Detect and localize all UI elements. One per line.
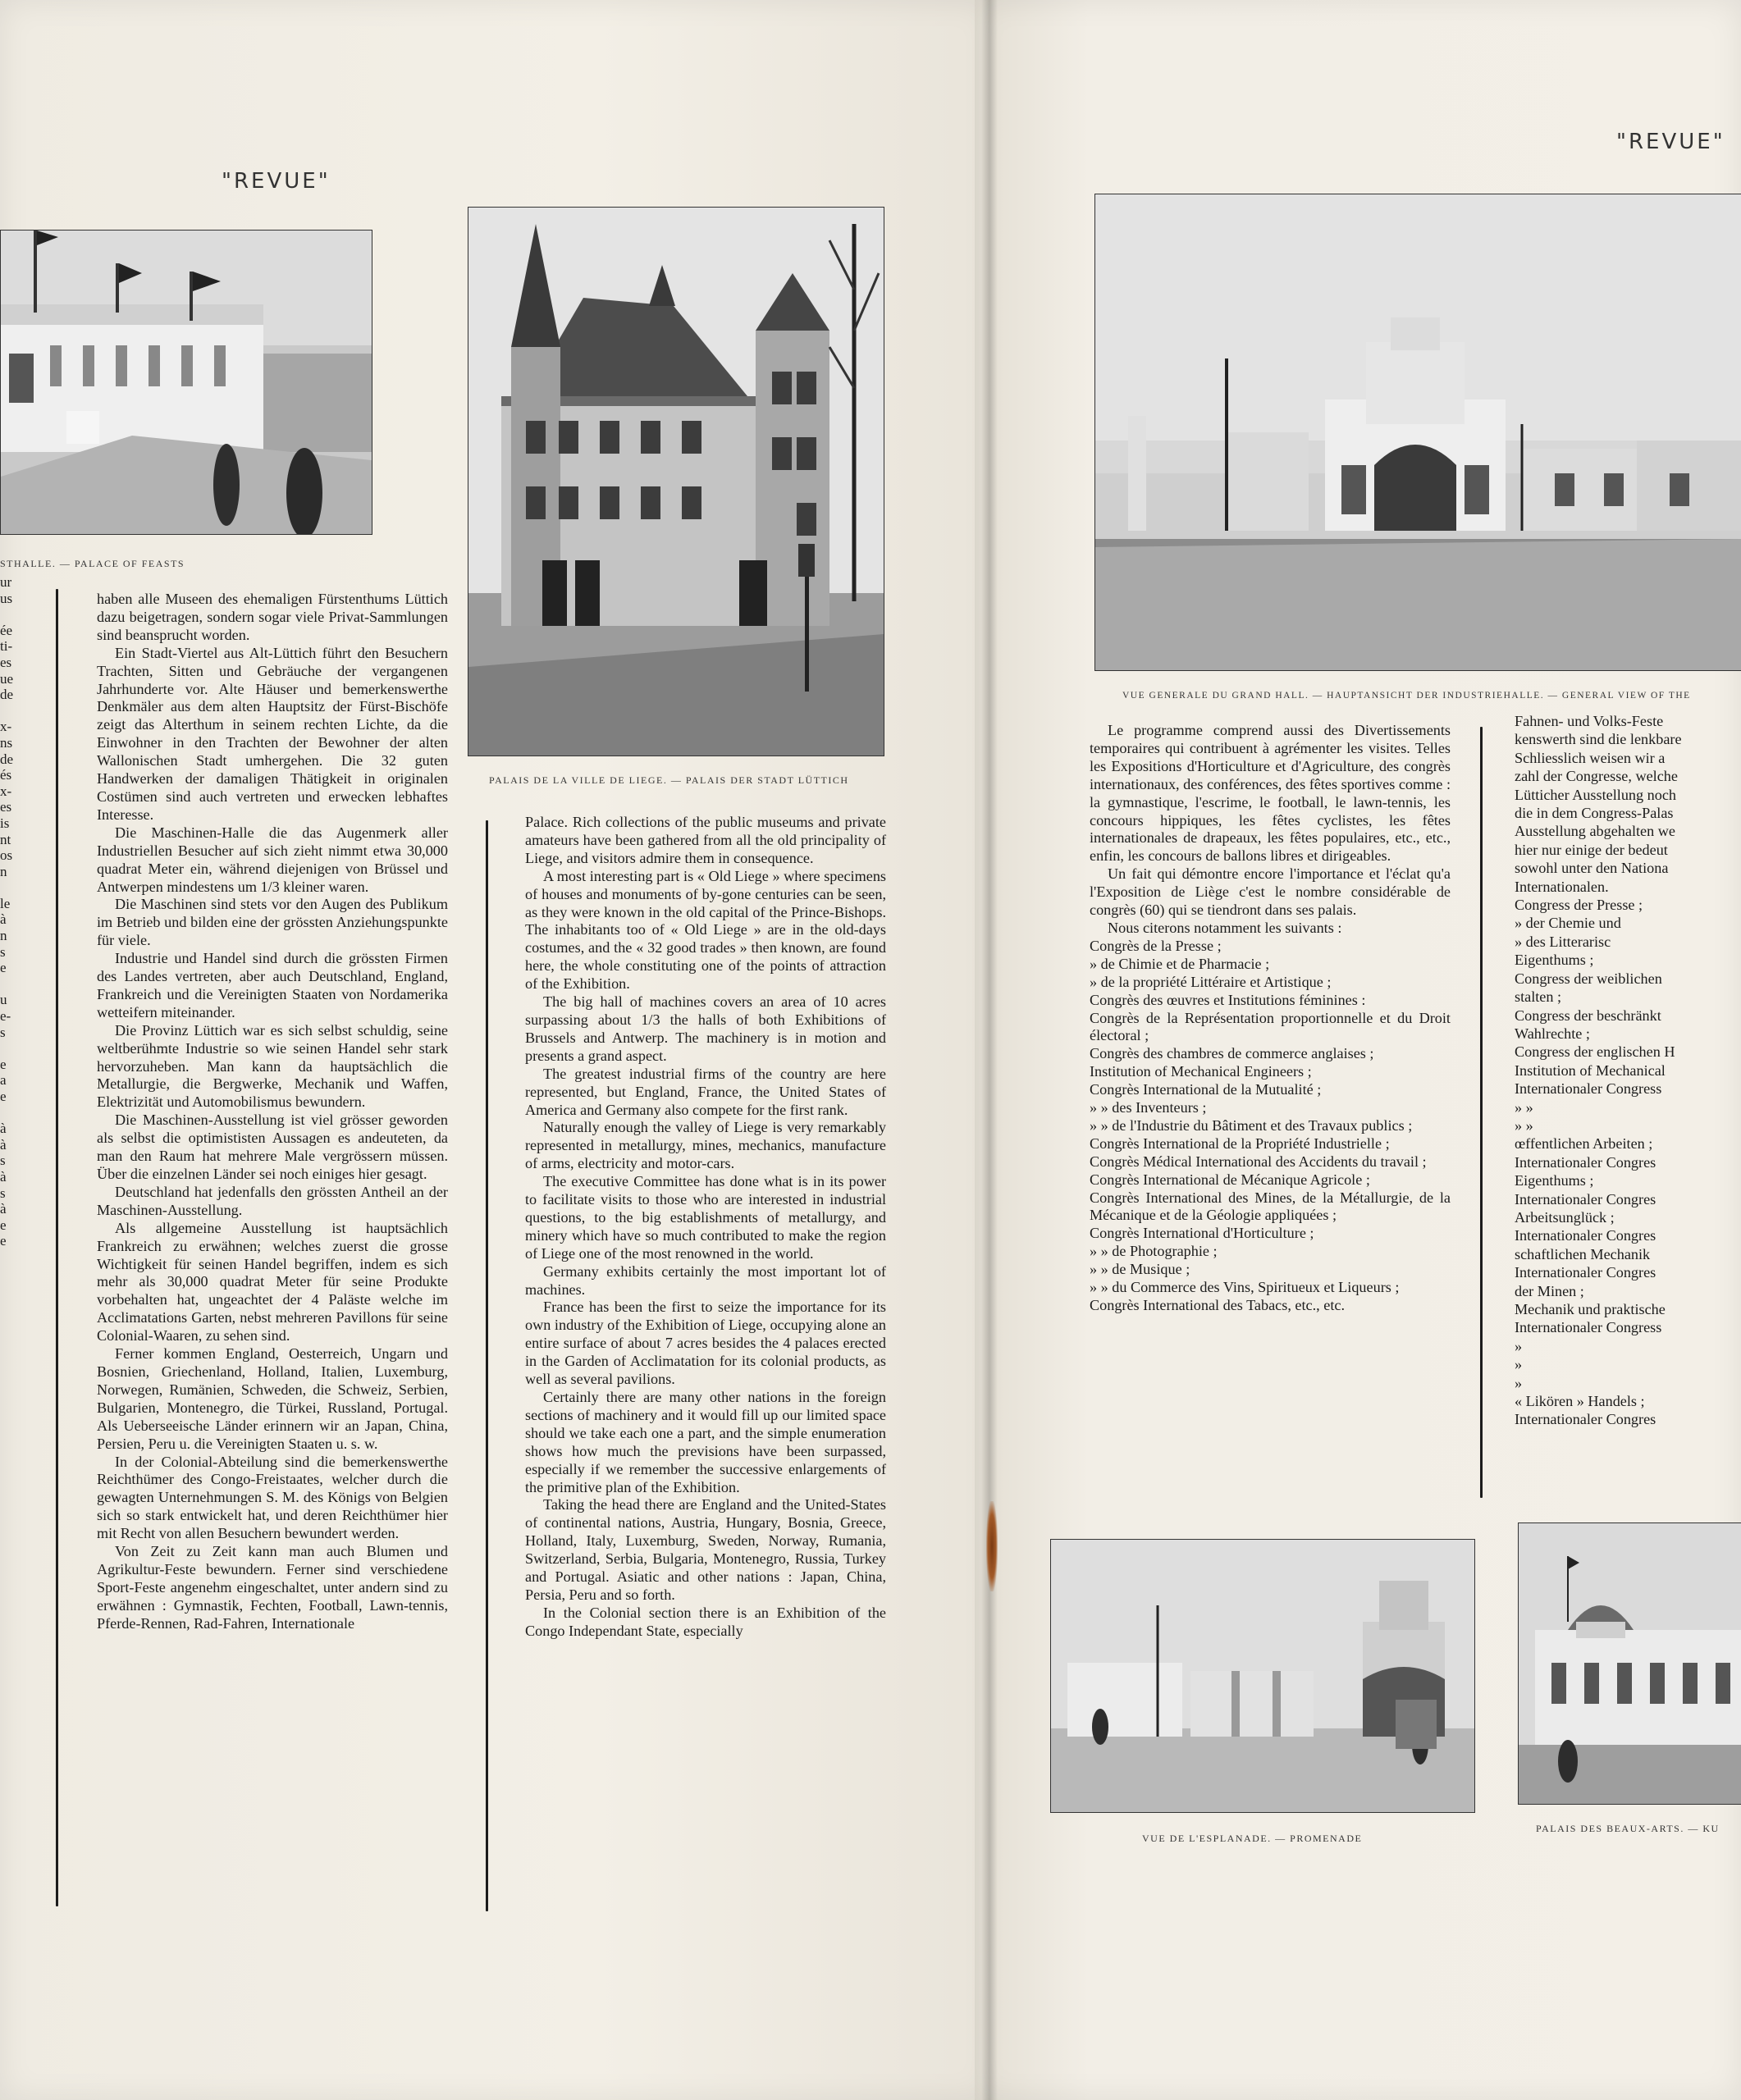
edge-line: us (0, 590, 13, 606)
french-column (1090, 722, 1451, 1315)
german-column (97, 591, 448, 1633)
german-edge-line: Eigenthums ; (1515, 952, 1594, 969)
congress-list-item: » de la propriété Littéraire et Artistique ; (1090, 973, 1332, 990)
congress-list-item: » » du Commerce des Vins, Spiritueux et Liqueurs ; (1090, 1279, 1400, 1296)
german-paragraph: Die Maschinen-Halle die das Augenmerk aller Industriellen Besucher auf sich zieht nimmt etwa 30,000 quadrat Meter ein, während diejenigen von Brüssel und Antwerpen mindestens um 1/3 kleiner waren. (97, 824, 448, 895)
english-paragraph: Taking the head there are England and the United-States of continental nations, Austria, Hungary, Bosnia, Greece, Holland, Italy, Luxemburg, Sweden, Norway, Rumania, Switzerland, Serbia, Bulgaria, Montenegro, Russia, Turkey and Portugal. Asiatic and other nations : Japan, China, Persia, Peru and so forth. (525, 1496, 886, 1603)
edge-line: s (0, 1153, 6, 1169)
edge-line: à (0, 1136, 7, 1153)
english-paragraph: The executive Committee has done what is in its power to facilitate visits to those who are interested in industrial questions, to the big establishments of metallurgy, and minery which have so much contributed to make the region of Liege one of the most renowned in the world. (525, 1173, 886, 1262)
column-rule-right (1480, 727, 1483, 1498)
german-paragraph: Industrie und Handel sind durch die grössten Firmen des Landes vertreten, aber auch Deutschland, England, Frankreich und die Vereinigten Staaten von Nordamerika wetteifern miteinander. (97, 950, 448, 1020)
edge-line: és (0, 767, 12, 783)
edge-line: à (0, 911, 7, 928)
congress-list-item: Congrès International de la Mutualité ; (1090, 1081, 1322, 1098)
edge-line (0, 703, 18, 719)
german-edge-line: Ausstellung abgehalten we (1515, 823, 1675, 840)
german-edge-line: schaftlichen Mechanik (1515, 1245, 1651, 1262)
french-paragraph: Un fait qui démontre encore l'importance et l'éclat qu'a l'Exposition de Liège c'est le nombre considérable de congrès (60) qui se tiendront dans ses palais. (1090, 865, 1451, 919)
congress-list-item: » » de Musique ; (1090, 1261, 1190, 1278)
congress-list (1090, 938, 1451, 1315)
german-edge-line: der Minen ; (1515, 1282, 1584, 1299)
german-edge-line: » » (1515, 1116, 1533, 1134)
edge-line: x- (0, 719, 12, 735)
german-edge-line: Internationaler Congres (1515, 1264, 1656, 1281)
edge-line: e (0, 960, 7, 976)
caption-grand-hall: VUE GENERALE DU GRAND HALL. — HAUPTANSICHT DER INDUSTRIEHALLE. — GENERAL VIEW OF THE (1122, 691, 1691, 701)
right-header: "REVUE" (1616, 130, 1725, 154)
congress-list-item: Congrès International d'Horticulture ; (1090, 1225, 1314, 1242)
german-edge-line: Internationaler Congres (1515, 1153, 1656, 1171)
edge-line: u (0, 992, 7, 1008)
edge-line: ns (0, 734, 13, 751)
photo-palais-ville-de-liege (468, 207, 884, 756)
palace-of-feasts-image (1, 231, 372, 534)
german-edge-line: Internationaler Congres (1515, 1411, 1656, 1428)
german-edge-line: Internationaler Congres (1515, 1190, 1656, 1208)
left-header: "REVUE" (222, 169, 331, 194)
congress-list-item: » » de Photographie ; (1090, 1243, 1218, 1260)
edge-line: à (0, 1121, 7, 1137)
german-edge-line: zahl der Congresse, welche (1515, 768, 1678, 785)
german-paragraph: Von Zeit zu Zeit kann man auch Blumen und Agrikultur-Feste bewundern. Ferner sind verschiedene Sport-Feste angenehm eingeschaltet, unter andern sind zu erwähnen : Gymnastik, Fechten, Football, Lawn-tennis, Pferde-Rennen, Rad-Fahren, Internationale (97, 1543, 448, 1632)
edge-line: s (0, 1185, 6, 1201)
german-edge-line: Schliesslich weisen wir a (1515, 749, 1666, 766)
german-edge-line: die in dem Congress-Palas (1515, 805, 1674, 822)
edge-line: a (0, 1072, 7, 1089)
congress-list-item: » » des Inventeurs ; (1090, 1099, 1207, 1116)
english-paragraph: The big hall of machines covers an area of 10 acres surpassing about 1/3 the halls of both Exhibitions of Brussels and Antwerp. The machinery is in motion and presents a grand aspect. (525, 993, 886, 1064)
french-paragraph: Le programme comprend aussi des Divertissements temporaires qui contribuent à agrémenter les visites. Telles les Expositions d'Horticulture et d'Agriculture, des congrès internationaux, des conférences, des fêtes sportives comme : la gymnastique, l'escrime, le football, le lawn-tennis, les concours hippiques, les fêtes cyclistes, les fêtes internationales de drapeaux, les fêtes populaires, etc., etc., enfin, les concours de ballons libres et dirigeables. (1090, 722, 1451, 865)
edge-line: ée (0, 622, 13, 638)
german-edge-line: stalten ; (1515, 988, 1562, 1006)
german-edge-lines (1515, 712, 1741, 1429)
edge-line: e- (0, 1008, 11, 1025)
german-edge-line: kenswerth sind die lenkbare (1515, 731, 1682, 748)
photo-esplanade (1050, 1539, 1475, 1813)
edge-line: e (0, 1217, 7, 1233)
congress-list-item: Congrès International des Tabacs, etc., etc. (1090, 1297, 1345, 1313)
congress-list-item: Congrès International de Mécanique Agricole ; (1090, 1171, 1370, 1188)
caption-palace-of-feasts: STHALLE. — PALACE OF FEASTS (0, 558, 185, 569)
congress-list-item: Congrès International des Mines, de la Métallurgie, de la Mécanique et de la Géologie appliquées ; (1090, 1189, 1451, 1224)
caption-palais-ville-de-liege: PALAIS DE LA VILLE DE LIEGE. — PALAIS DER STADT LÜTTICH (489, 774, 849, 786)
german-paragraph: haben alle Museen des ehemaligen Fürstenthums Lüttich dazu beigetragen, sondern sogar viele Privat-Sammlungen sind beansprucht worden. (97, 591, 448, 643)
caption-esplanade: VUE DE L'ESPLANADE. — PROMENADE (1142, 1833, 1363, 1844)
edge-line: le (0, 895, 11, 911)
german-paragraph: Ferner kommen England, Oesterreich, Ungarn und Bosnien, Griechenland, Holland, Italien, Luxemburg, Norwegen, Rumänien, Schweden, die Schweiz, Serbien, Bulgarien, Montenegro, die Türkei, Russland, Portugal. Als Ueberseeische Länder erinnern wir an Japan, China, Persien, Peru u. die Vereinigten Staaten u. s. w. (97, 1345, 448, 1452)
german-edge-line: Internationalen. (1515, 878, 1609, 895)
edge-line: à (0, 1168, 7, 1185)
edge-line: s (0, 1024, 6, 1040)
congress-list-item: » » de l'Industrie du Bâtiment et des Travaux publics ; (1090, 1116, 1413, 1134)
edge-line: ue (0, 670, 14, 687)
edge-line (0, 606, 18, 623)
german-paragraph: Ein Stadt-Viertel aus Alt-Lüttich führt den Besuchern Trachten, Sitten und Gebräuche der vergangenen Jahrhunderte vor. Alte Häuser und bemerkenswerthe Denkmäler aus dem alten Hauptsitz der Fürst-Bischöfe zeigt das Alterthum in seinem rechten Lichte, da die Einwohner in den Trachten der Bewohner der alten Wallonischen Stadt umhergehen. Die 32 guten Handwerken der damaligen Thätigkeit in originalen Costümen sind auch vertreten und erwecken lebhaftes Interesse. (97, 644, 448, 823)
edge-line (0, 1105, 18, 1121)
german-edge-line: Arbeitsunglück ; (1515, 1208, 1615, 1226)
edge-line: de (0, 687, 14, 703)
german-edge-line: œffentlichen Arbeiten ; (1515, 1135, 1653, 1153)
german-edge-line: Lütticher Ausstellung noch (1515, 786, 1676, 803)
german-edge-line: Fahnen- und Volks-Feste (1515, 713, 1664, 729)
binding-stain (986, 1501, 998, 1591)
german-edge-line: » des Litterarisc (1515, 933, 1611, 950)
english-paragraph: A most interesting part is « Old Liege » where specimens of houses and monuments of by-gone centuries can be seen, as they were known in the old capital of the Prince-Bishops. The inhabitants too of « Old Liege » are in the old-days costumes, and the « 32 good trades » then known, are found here, the whole constituting one of the points of attraction of the Exhibition. (525, 867, 886, 993)
grand-hall-image (1095, 194, 1741, 670)
binding-gutter (981, 0, 998, 2100)
german-paragraph: Deutschland hat jedenfalls den grössten Antheil an der Maschinen-Ausstellung. (97, 1183, 448, 1218)
edge-line: n (0, 863, 7, 879)
esplanade-image (1051, 1540, 1474, 1812)
congress-list-item: Congrès des chambres de commerce anglaises ; (1090, 1045, 1374, 1062)
german-edge-line: Internationaler Congres (1515, 1227, 1656, 1244)
english-paragraph: Certainly there are many other nations in the foreign sections of machinery and it would fill up our limited space should we take each one a part, and the simple enumeration shows how much the previsions have been surpassed, especially if we remember the successive enlargements of the primitive plan of the Exhibition. (525, 1389, 886, 1495)
congress-list-item: Congrès de la Presse ; (1090, 937, 1222, 954)
congress-list-item: Institution of Mechanical Engineers ; (1090, 1063, 1312, 1080)
german-edge-line: » (1515, 1337, 1523, 1354)
english-paragraph: The greatest industrial firms of the country are here represented, but England, France, the United States of America and Germany also compete for the first rank. (525, 1065, 886, 1118)
german-edge-line: Congress der Presse ; (1515, 897, 1643, 914)
german-edge-line: Internationaler Congress (1515, 1319, 1662, 1336)
edge-line: es (0, 654, 12, 670)
german-edge-line: » (1515, 1374, 1523, 1391)
caption-beaux-arts: PALAIS DES BEAUX-ARTS. — KU (1536, 1823, 1720, 1834)
german-edge-line: Wahlrechte ; (1515, 1025, 1590, 1042)
edge-line: os (0, 847, 13, 864)
german-edge-line: Internationaler Congress (1515, 1080, 1662, 1098)
german-paragraph: Die Maschinen sind stets vor den Augen des Publikum im Betrieb und bilden eine der grössten Anziehungspunkte für viele. (97, 896, 448, 949)
congress-list-item: » de Chimie et de Pharmacie ; (1090, 955, 1270, 972)
german-edge-line: Congress der englischen H (1515, 1043, 1675, 1061)
edge-line: s (0, 943, 6, 960)
english-paragraph: France has been the first to seize the importance for its own industry of the Exhibition of Liege, occupying alone an entire surface of about 7 acres besides the 4 palaces erected in the Garden of Acclimatation for its colonial products, as well as several pavilions. (525, 1299, 886, 1388)
german-edge-line: « Likören » Handels ; (1515, 1393, 1645, 1410)
column-rule-middle (486, 820, 488, 1911)
german-paragraph: Die Provinz Lüttich war es sich selbst schuldig, seine weltberühmte Industrie so wie seinen Handel sehr stark hervorzuheben. Man kann da hauptsächlich die Metallurgie, die Bergwerke, Mechanik und Waffen, Elektrizität und Automobilismus bewundern. (97, 1021, 448, 1111)
german-paragraph: In der Colonial-Abteilung sind die bemerkenswerthe Reichthümer des Congo-Freistaates, welcher durch die gewagten Unternehmungen S. M. des Königs von Belgien sich so stark entwickelt hat, und deren Reichthümer hier mit Recht von allen Besuchern bewundert werden. (97, 1453, 448, 1542)
palais-ville-de-liege-image (468, 208, 884, 756)
edge-line: e (0, 1056, 7, 1072)
german-edge-line: » » (1515, 1098, 1533, 1116)
german-edge-line: Congress der weiblichen (1515, 970, 1662, 987)
right-page (975, 0, 1741, 2100)
french-paragraph: Nous citerons notamment les suivants : (1108, 919, 1342, 936)
edge-line: ti- (0, 638, 13, 655)
edge-line: is (0, 815, 10, 831)
congress-list-item: Congrès des œuvres et Institutions féminines : (1090, 991, 1366, 1008)
edge-line (0, 1040, 18, 1057)
beaux-arts-image (1519, 1523, 1741, 1804)
edge-line: nt (0, 831, 11, 847)
edge-line: de (0, 751, 14, 767)
congress-list-item: Congrès de la Représentation proportionnelle et du Droit électoral ; (1090, 1009, 1451, 1044)
edge-line: es (0, 799, 12, 815)
german-edge-line: hier nur einige der bedeut (1515, 841, 1668, 858)
english-paragraph: In the Colonial section there is an Exhibition of the Congo Independant State, especially (525, 1604, 886, 1639)
german-edge-line: Institution of Mechanical (1515, 1061, 1666, 1079)
german-edge-line: sowohl unter den Nationa (1515, 860, 1669, 877)
congress-list-item: Congrès International de la Propriété Industrielle ; (1090, 1134, 1390, 1152)
german-edge-line: » der Chemie und (1515, 915, 1621, 932)
edge-line: ur (0, 574, 12, 590)
edge-line: e (0, 1233, 7, 1249)
german-edge-line: » (1515, 1356, 1523, 1373)
english-column (525, 814, 886, 1641)
photo-grand-hall (1094, 194, 1741, 671)
german-edge-column (1515, 712, 1741, 1429)
german-edge-line: Eigenthums ; (1515, 1172, 1594, 1189)
photo-palace-of-feasts (0, 230, 372, 535)
left-edge-column (0, 574, 18, 1249)
german-edge-line: Mechanik und praktische (1515, 1301, 1666, 1317)
english-paragraph: Naturally enough the valley of Liege is very remarkably represented in metallurgy, mines, mechanics, manufacture of arms, electricity and motor-cars. (525, 1119, 886, 1172)
edge-line (0, 976, 18, 993)
left-edge-column-lines (0, 574, 18, 1249)
congress-list-item: Congrès Médical International des Accidents du travail ; (1090, 1153, 1427, 1170)
german-paragraph: Als allgemeine Ausstellung ist hauptsächlich Frankreich zu erwähnen; welches zuerst die grosse Wichtigkeit für seinen Handel begriffen, indem es sich mehr als 30,000 quadrat Meter für seine Produkte vorbehalten hat, ungeachtet der 4 Paläste welche im Acclimatations Garten, nebst mehreren Pavillons für seine Colonial-Waaren, zu sehen sind. (97, 1219, 448, 1344)
edge-line: x- (0, 783, 12, 799)
edge-line (0, 879, 18, 896)
column-rule-left (56, 589, 58, 1906)
edge-line: e (0, 1089, 7, 1104)
german-paragraph: Die Maschinen-Ausstellung ist viel grösser geworden als selbst die optimististen Aussagen es andeuteten, da man den Raum hat mehrere Male vergrössern müssen. Über die einzelnen Länder sei noch einiges hier gesagt. (97, 1112, 448, 1182)
english-paragraph: Germany exhibits certainly the most important lot of machines. (525, 1262, 886, 1298)
edge-line: à (0, 1201, 7, 1217)
english-paragraph: Palace. Rich collections of the public museums and private amateurs have been gathered from all the old principality of Liege, and visitors admire them in consequence. (525, 814, 886, 866)
edge-line: n (0, 928, 7, 944)
german-edge-line: Congress der beschränkt (1515, 1007, 1661, 1024)
photo-beaux-arts (1518, 1522, 1741, 1805)
